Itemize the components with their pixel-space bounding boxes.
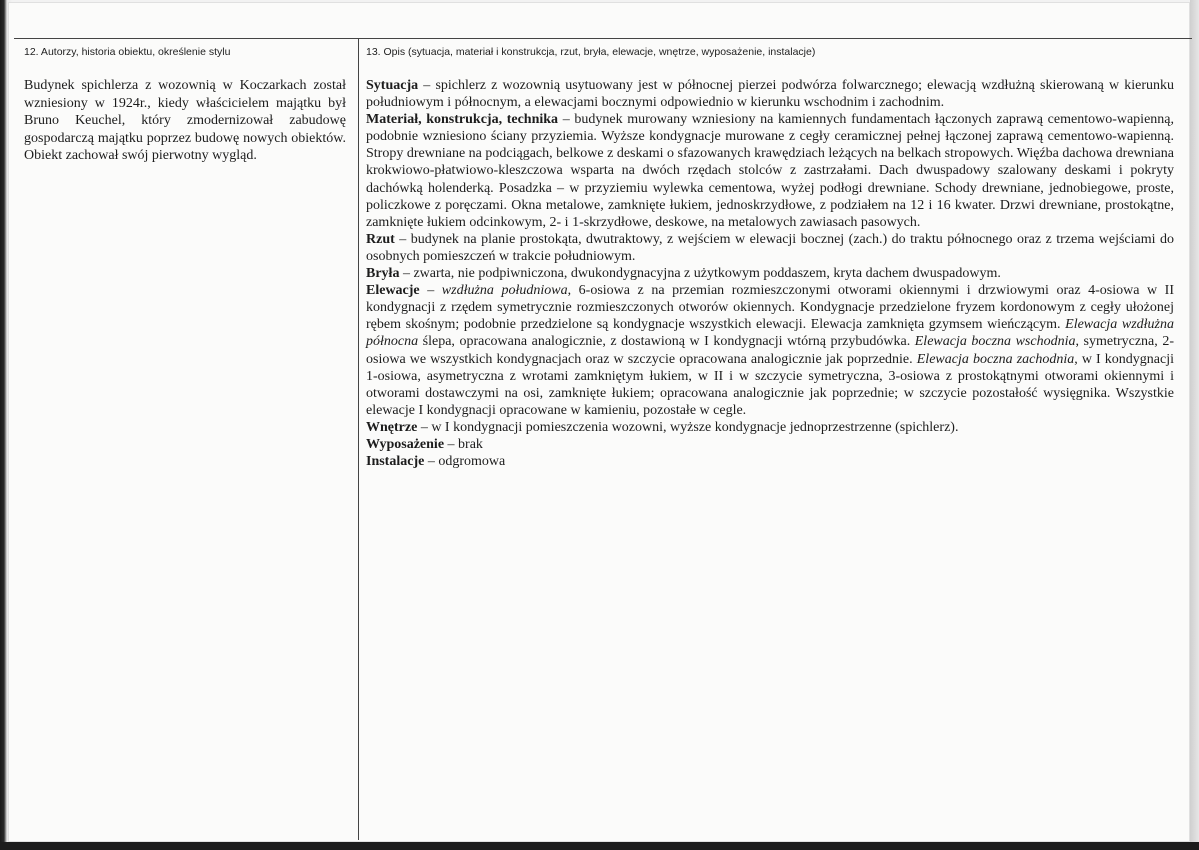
rzut-text: – budynek na planie prostokąta, dwutraktowy, z wejściem w elewacji bocznej (zach.) do traktu północnego oraz z trzema wejściami do osobnych pomieszczeń w trakcie południowym. <box>366 231 1174 264</box>
elewacje-text-1: , 6-osiowa z na przemian rozmieszczonymi otworami okiennymi i drzwiowymi oraz 4-osiowa w II kondygnacji z rzędem symetrycznie rozmieszczonych otworów okiennych. Kondygnacje przedzielone fryzem kordonowym z cegły ułożonej rębem skośnym; podobnie przedzielone są kondygnacje wszystkich elewacji. Elewacja zamknięta gzymsem wieńczącym. <box>366 283 1174 333</box>
bryla-text: – zwarta, nie podpiwniczona, dwukondygnacyjna z użytkowym poddaszem, kryta dachem dwuspadowym. <box>399 266 1001 282</box>
wyposazenie-term: Wyposażenie <box>366 436 445 452</box>
sytuacja-paragraph <box>366 77 1174 111</box>
elewacje-text-2: ślepa, opracowana analogicznie, z dostawioną w I kondygnacji wtórną przybudówka. <box>418 334 915 350</box>
instalacje-text: – odgromowa <box>424 454 506 470</box>
material-paragraph <box>366 111 1174 231</box>
elewacje-italic-4: Elewacja boczna zachodnia <box>916 351 1075 367</box>
bryla-paragraph <box>366 265 1174 282</box>
rzut-paragraph <box>366 231 1174 265</box>
wyposazenie-paragraph <box>366 436 1174 453</box>
elewacje-italic-2: Elewacja wzdłużna północna <box>366 317 1174 350</box>
elewacje-text-4: , w I kondygnacji 1-osiowa, asymetryczna z wrotami zamkniętym łukiem, w II i w szczycie symetryczna, 3-osiowa z prostokątnymi otworami okiennymi i otworami dostawczymi na osi, zamknięte łukiem; opracowana analogicznie jak poprzednie; w szczycie pozostałość wysięgnika. Wszystkie elewacje I kondygnacji opracowane w kamieniu, pozostałe w cegle. <box>366 351 1175 418</box>
instalacje-paragraph <box>366 453 1174 470</box>
sytuacja-term: Sytuacja <box>366 78 419 93</box>
field-13-header: 13. Opis (sytuacja, materiał i konstrukcja, rzut, bryła, elewacje, wnętrze, wyposażenie, instalacje) <box>366 46 816 58</box>
wnetrze-paragraph <box>366 419 1174 436</box>
elewacje-text-3: , symetryczna, 2-osiowa we wszystkich kondygnacjach oraz w szczycie opracowana analogicznie jak poprzednie. <box>366 334 1174 367</box>
wyposazenie-text: – brak <box>444 436 483 452</box>
bryla-term: Bryła <box>366 266 400 282</box>
rzut-term: Rzut <box>366 231 395 247</box>
elewacje-paragraph <box>366 282 1174 419</box>
wnetrze-text: – w I kondygnacji pomieszczenia wozowni, wyższe kondygnacje jednoprzestrzenne (spichlerz). <box>417 419 959 435</box>
table-top-rule <box>14 38 1192 39</box>
material-text: – budynek murowany wzniesiony na kamiennych fundamentach łączonych zaprawą cementowo-wapienną, podobnie wzniesiono ściany przyziemia. Wyższe kondygnacje murowane z cegły ceramicznej pełnej łączonej zaprawą cementowo-wapienną. Stropy drewniane na podciągach, belkowe z deskami o sfazowanych krawędziach leżących na belkach stropowych. Więźba dachowa drewniana krokwiowo-płatwiowo-kleszczowa wsparta na dwóch rzędach stolców z zastrzałami. Dach dwuspadowy szalowany deskami i pokryty dachówką holenderką. Posadzka – w przyziemiu wylewka cementowa, wyżej podłogi drewniane. Schody drewniane, jednobiegowe, proste, policzkowe z poręczami. Okna metalowe, zamknięte łukiem, jednoskrzydłowe, z podziałem na 12 i 16 kwater. Drzwi drewniane, prostokątne, zamknięte łukiem odcinkowym, 2- i 1-skrzydłowe, deskowe, na metalowych zawiasach pasowych. <box>366 112 1175 230</box>
description-body <box>366 77 1174 470</box>
elewacje-italic-1: wzdłużna południowa <box>441 283 568 299</box>
elewacje-term: Elewacje <box>366 283 420 299</box>
material-term: Materiał, konstrukcja, technika <box>366 112 559 128</box>
history-paragraph: Budynek spichlerza z wozownią w Koczarkach został wzniesiony w 1924r., kiedy właścicielem majątku był Bruno Keuchel, który zmodernizował zabudowę gospodarczą majątku poprzez budowę nowych obiektów. Obiekt zachował swój pierwotny wygląd. <box>24 78 346 163</box>
wnetrze-term: Wnętrze <box>366 419 418 435</box>
column-divider <box>358 38 359 840</box>
field-12-header: 12. Autorzy, historia obiektu, określenie stylu <box>24 46 231 58</box>
elewacje-italic-3: Elewacja boczna wschodnia <box>914 334 1076 350</box>
elewacje-dash: – <box>419 283 442 299</box>
scan-edge <box>1190 0 1199 842</box>
sytuacja-text: – spichlerz z wozownią usytuowany jest w północnej pierzei podwórza folwarcznego; elewacją wzdłużną skierowaną w kierunku południowym i północnym, a elewacjami bocznymi odpowiednio w kierunku wschodnim i zachodnim. <box>366 78 1174 111</box>
instalacje-term: Instalacje <box>366 454 425 470</box>
scan-bottom-edge <box>0 842 1199 850</box>
